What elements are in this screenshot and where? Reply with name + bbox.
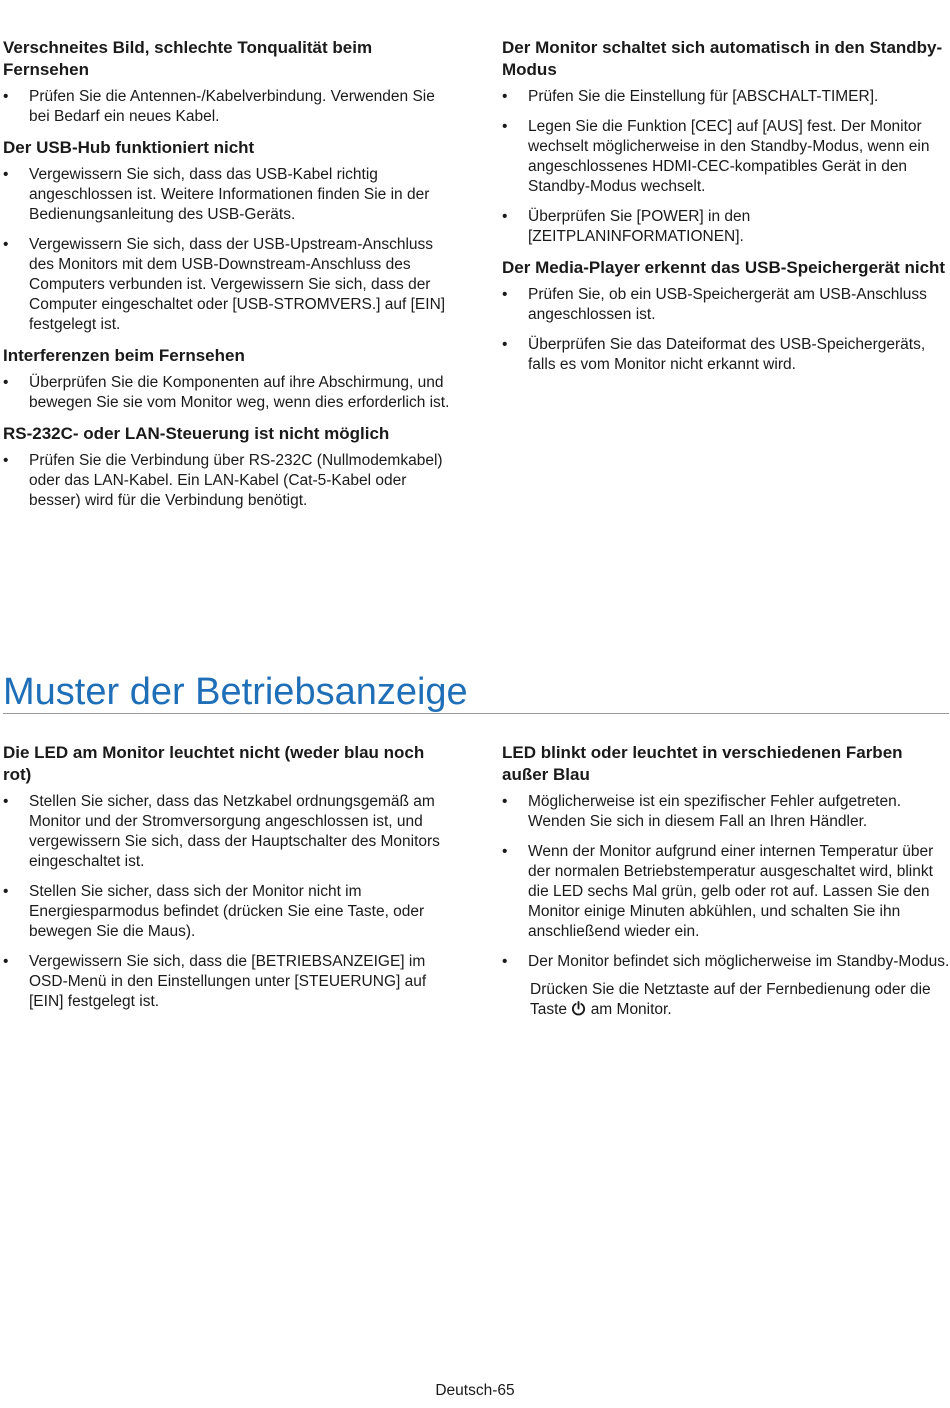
power-note bbox=[502, 980, 950, 1020]
list-item-text: Vergewissern Sie sich, dass die [BETRIEBSANZEIGE] im OSD-Menü in den Einstellungen unter [STEUERUNG] auf [EIN] festgelegt ist. bbox=[29, 953, 427, 1010]
list-item bbox=[502, 842, 950, 942]
section-title: Der Media-Player erkennt das USB-Speichergerät nicht bbox=[502, 258, 946, 277]
troubleshoot-section bbox=[502, 742, 950, 1020]
list-item-text: Möglicherweise ist ein spezifischer Fehler aufgetreten. Wenden Sie sich in diesem Fall an Ihren Händler. bbox=[528, 793, 902, 830]
troubleshoot-section bbox=[502, 257, 950, 375]
bottom-right-column bbox=[502, 742, 950, 1026]
bullet-list bbox=[3, 165, 453, 335]
bullet-list bbox=[3, 87, 453, 127]
bullet-list bbox=[3, 792, 453, 1012]
list-item-text: Prüfen Sie die Antennen-/Kabelverbindung. Verwenden Sie bei Bedarf ein neues Kabel. bbox=[29, 88, 435, 125]
list-item-text: Stellen Sie sicher, dass sich der Monitor nicht im Energiesparmodus befindet (drücken Sie eine Taste, oder bewegen Sie die Maus). bbox=[29, 883, 425, 940]
list-item bbox=[3, 235, 453, 335]
list-item bbox=[3, 792, 453, 872]
troubleshoot-section bbox=[3, 423, 453, 511]
list-item-text: Vergewissern Sie sich, dass das USB-Kabel richtig angeschlossen ist. Weitere Informationen finden Sie in der Bedienungsanleitung des USB-Geräts. bbox=[29, 166, 430, 223]
bullet-mark: • bbox=[3, 166, 9, 183]
list-item bbox=[3, 373, 453, 413]
list-item bbox=[502, 117, 950, 197]
power-note-text-2: am Monitor. bbox=[590, 1001, 672, 1018]
bullet-mark: • bbox=[502, 208, 508, 225]
list-item-text: Prüfen Sie die Verbindung über RS-232C (Nullmodemkabel) oder das LAN-Kabel. Ein LAN-Kabel (Cat-5-Kabel oder besser) wird für die Verbindung benötigt. bbox=[29, 452, 443, 509]
bullet-mark: • bbox=[3, 88, 9, 105]
bullet-mark: • bbox=[502, 953, 508, 970]
bullet-mark: • bbox=[3, 236, 9, 253]
list-item bbox=[3, 952, 453, 1012]
list-item-text: Der Monitor befindet sich möglicherweise im Standby-Modus. bbox=[528, 953, 950, 970]
troubleshoot-section bbox=[3, 742, 453, 1012]
list-item bbox=[502, 87, 950, 107]
list-item bbox=[502, 207, 950, 247]
section-title: Der USB-Hub funktioniert nicht bbox=[3, 138, 255, 157]
power-note-text-1: Drücken Sie die Netztaste auf der Fernbedienung oder die Taste bbox=[530, 981, 931, 1018]
list-item-text: Legen Sie die Funktion [CEC] auf [AUS] fest. Der Monitor wechselt möglicherweise in den Standby-Modus, wenn ein angeschlossenes HDMI-CEC-kompatibles Gerät in den Standby-Modus wechselt. bbox=[528, 118, 930, 195]
bullet-mark: • bbox=[502, 843, 508, 860]
list-item-text: Stellen Sie sicher, dass das Netzkabel ordnungsgemäß am Monitor und der Stromversorgung angeschlossen ist, und vergewissern Sie sich, dass der Hauptschalter des Monitors eingeschaltet ist. bbox=[29, 793, 440, 870]
troubleshoot-section bbox=[3, 137, 453, 335]
bullet-mark: • bbox=[502, 793, 508, 810]
section-title: LED blinkt oder leuchtet in verschiedenen Farben außer Blau bbox=[502, 743, 903, 784]
list-item bbox=[3, 451, 453, 511]
bullet-mark: • bbox=[3, 793, 9, 810]
bullet-mark: • bbox=[502, 286, 508, 303]
list-item-text: Prüfen Sie, ob ein USB-Speichergerät am USB-Anschluss angeschlossen ist. bbox=[528, 286, 927, 323]
list-item bbox=[3, 165, 453, 225]
section-title: Der Monitor schaltet sich automatisch in den Standby-Modus bbox=[502, 38, 943, 79]
section-heading-rule bbox=[3, 713, 949, 714]
troubleshoot-section bbox=[3, 345, 453, 413]
list-item-text: Überprüfen Sie [POWER] in den [ZEITPLANINFORMATIONEN]. bbox=[528, 208, 751, 245]
bullet-list bbox=[502, 285, 950, 375]
list-item bbox=[3, 87, 453, 127]
bullet-list bbox=[502, 792, 950, 972]
top-left-column bbox=[3, 37, 453, 521]
section-title: Interferenzen beim Fernsehen bbox=[3, 346, 245, 365]
bullet-list bbox=[3, 451, 453, 511]
bullet-list bbox=[3, 373, 453, 413]
bullet-mark: • bbox=[3, 374, 9, 391]
section-title: RS-232C- oder LAN-Steuerung ist nicht möglich bbox=[3, 424, 390, 443]
list-item bbox=[502, 335, 950, 375]
list-item-text: Prüfen Sie die Einstellung für [ABSCHALT-TIMER]. bbox=[528, 88, 879, 105]
section-heading: Muster der Betriebsanzeige bbox=[3, 671, 468, 713]
bullet-mark: • bbox=[502, 88, 508, 105]
section-title: Die LED am Monitor leuchtet nicht (weder blau noch rot) bbox=[3, 743, 425, 784]
list-item-text: Wenn der Monitor aufgrund einer internen Temperatur über der normalen Betriebstemperatur ausgeschaltet wird, blinkt die LED sechs Mal grün, gelb oder rot auf. Lassen Sie den Monitor einige Minuten abkühlen, und schalten Sie ihn anschließend wieder ein. bbox=[528, 843, 934, 940]
list-item bbox=[502, 952, 950, 972]
top-right-column bbox=[502, 37, 950, 385]
bullet-list bbox=[502, 87, 950, 247]
bullet-mark: • bbox=[3, 452, 9, 469]
list-item bbox=[3, 882, 453, 942]
troubleshoot-section bbox=[3, 37, 453, 127]
bullet-mark: • bbox=[3, 953, 9, 970]
list-item-text: Vergewissern Sie sich, dass der USB-Upstream-Anschluss des Monitors mit dem USB-Downstream-Anschluss des Computers verbunden ist. Vergewissern Sie sich, dass der Computer eingeschaltet oder [USB-STROMVERS.] auf [EIN] festgelegt ist. bbox=[29, 236, 446, 333]
list-item bbox=[502, 285, 950, 325]
bullet-mark: • bbox=[502, 336, 508, 353]
list-item bbox=[502, 792, 950, 832]
power-icon bbox=[571, 1001, 586, 1016]
bottom-left-column bbox=[3, 742, 453, 1022]
list-item-text: Überprüfen Sie die Komponenten auf ihre Abschirmung, und bewegen Sie sie vom Monitor weg, wenn dies erforderlich ist. bbox=[29, 374, 450, 411]
section-title: Verschneites Bild, schlechte Tonqualität beim Fernsehen bbox=[3, 38, 373, 79]
bullet-mark: • bbox=[502, 118, 508, 135]
list-item-text: Überprüfen Sie das Dateiformat des USB-Speichergeräts, falls es vom Monitor nicht erkannt wird. bbox=[528, 336, 926, 373]
troubleshoot-section bbox=[502, 37, 950, 247]
bullet-mark: • bbox=[3, 883, 9, 900]
page-number: Deutsch-65 bbox=[435, 1382, 515, 1399]
